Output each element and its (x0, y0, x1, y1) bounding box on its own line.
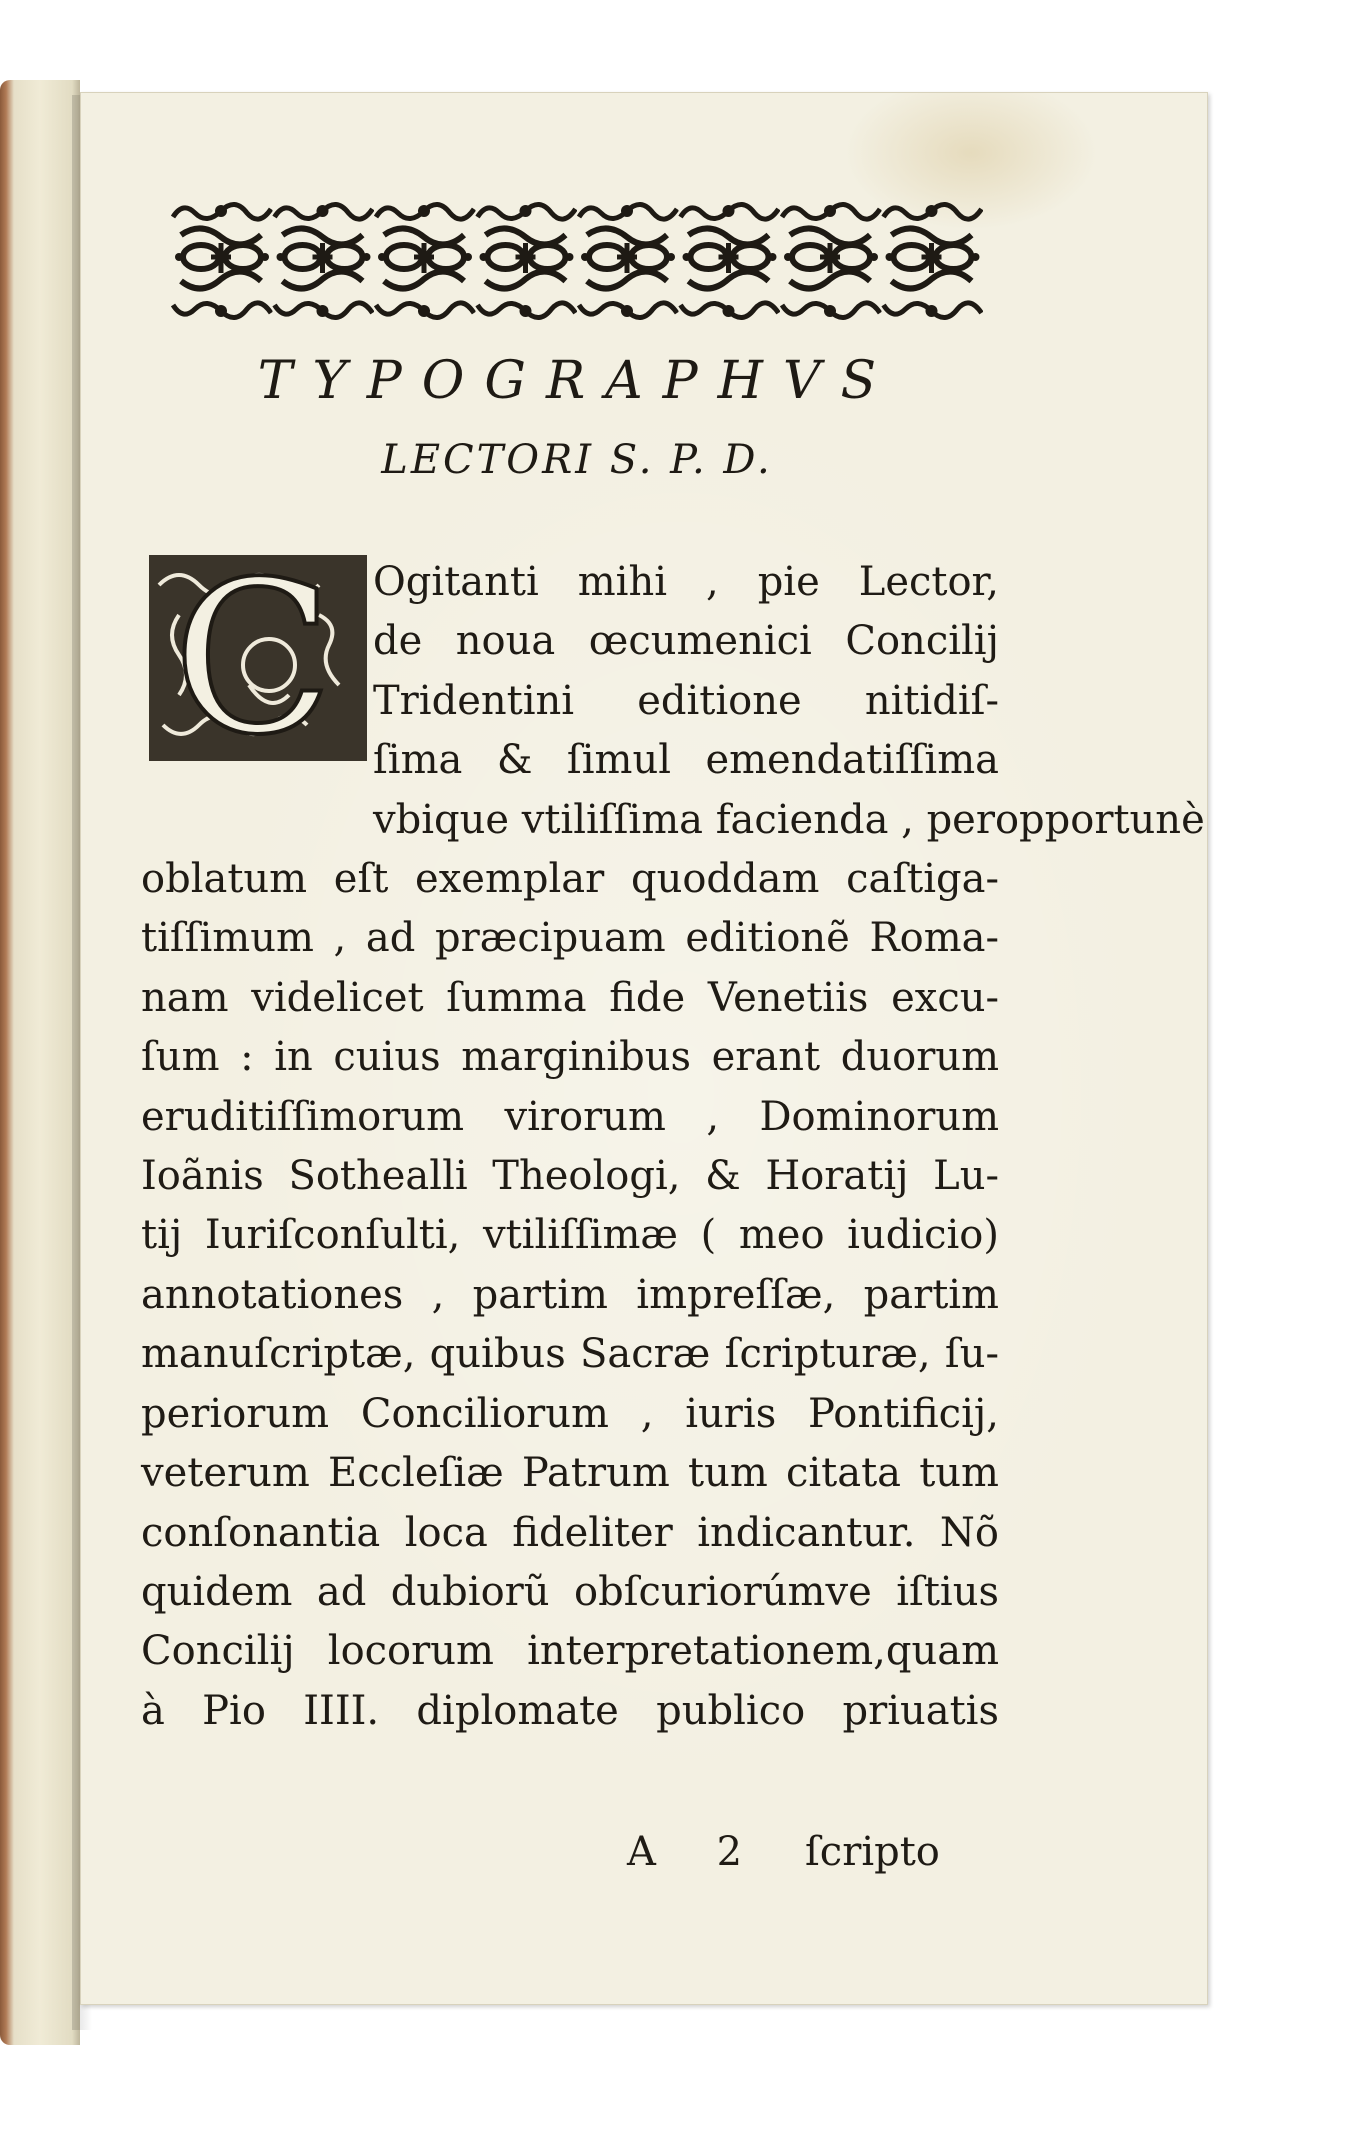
ornamental-headpiece (171, 195, 983, 325)
text-line: quidem ad dubiorũ obſcuriorúmve iſtius (141, 1568, 999, 1615)
body-text (141, 553, 1205, 1741)
text-line: Ioãnis Sothealli Theologi, & Horatij Lu- (141, 1153, 999, 1200)
text-line: annotationes , partim impreſſæ, partim (141, 1271, 999, 1318)
catchword: ſcripto (805, 1829, 940, 1875)
signature-mark: A 2 (627, 1829, 767, 1875)
text-line: à Pio IIII. diplomate publico priuatis (141, 1687, 999, 1734)
initial-letter: C (172, 536, 334, 781)
heading-typographus: TYPOGRAPHVS (257, 351, 897, 411)
text-line: ſima & ſimul emendatiſſima (373, 737, 999, 784)
text-line: Ogitanti mihi , pie Lector, (373, 559, 999, 605)
previous-page-edge (0, 80, 80, 2045)
initial-space (141, 553, 373, 791)
text-line: tiſſimum , ad præcipuam editionẽ Roma- (141, 915, 999, 962)
book-page (80, 92, 1208, 2005)
text-line: de noua œcumenici Concilij (373, 618, 999, 665)
text-line: vbique vtiliſſima facienda , peropportunè (373, 796, 1205, 843)
text-line: Concilij locorum interpretationem,quam (141, 1628, 999, 1675)
text-line: nam videlicet ſumma fide Venetiis excu- (141, 974, 999, 1021)
heading-lectori: LECTORI S. P. D. (381, 437, 773, 483)
text-line: oblatum eſt exemplar quoddam caſtiga- (141, 856, 999, 903)
text-line: ſum : in cuius marginibus erant duorum (141, 1034, 999, 1081)
text-line: periorum Conciliorum , iuris Pontificij, (141, 1390, 999, 1437)
text-line: tij Iuriſconſulti, vtiliſſimæ ( meo iudicio) (141, 1212, 999, 1259)
text-line: eruditiſſimorum virorum , Dominorum (141, 1093, 999, 1140)
text-line: veterum Eccleſiæ Patrum tum citata tum (141, 1450, 999, 1497)
text-line: manuſcriptæ, quibus Sacræ ſcripturæ, ſu- (141, 1331, 999, 1378)
text-line: Tridentini editione nitidiſ- (373, 677, 999, 724)
text-line: conſonantia loca fideliter indicantur. Nõ (141, 1509, 999, 1556)
